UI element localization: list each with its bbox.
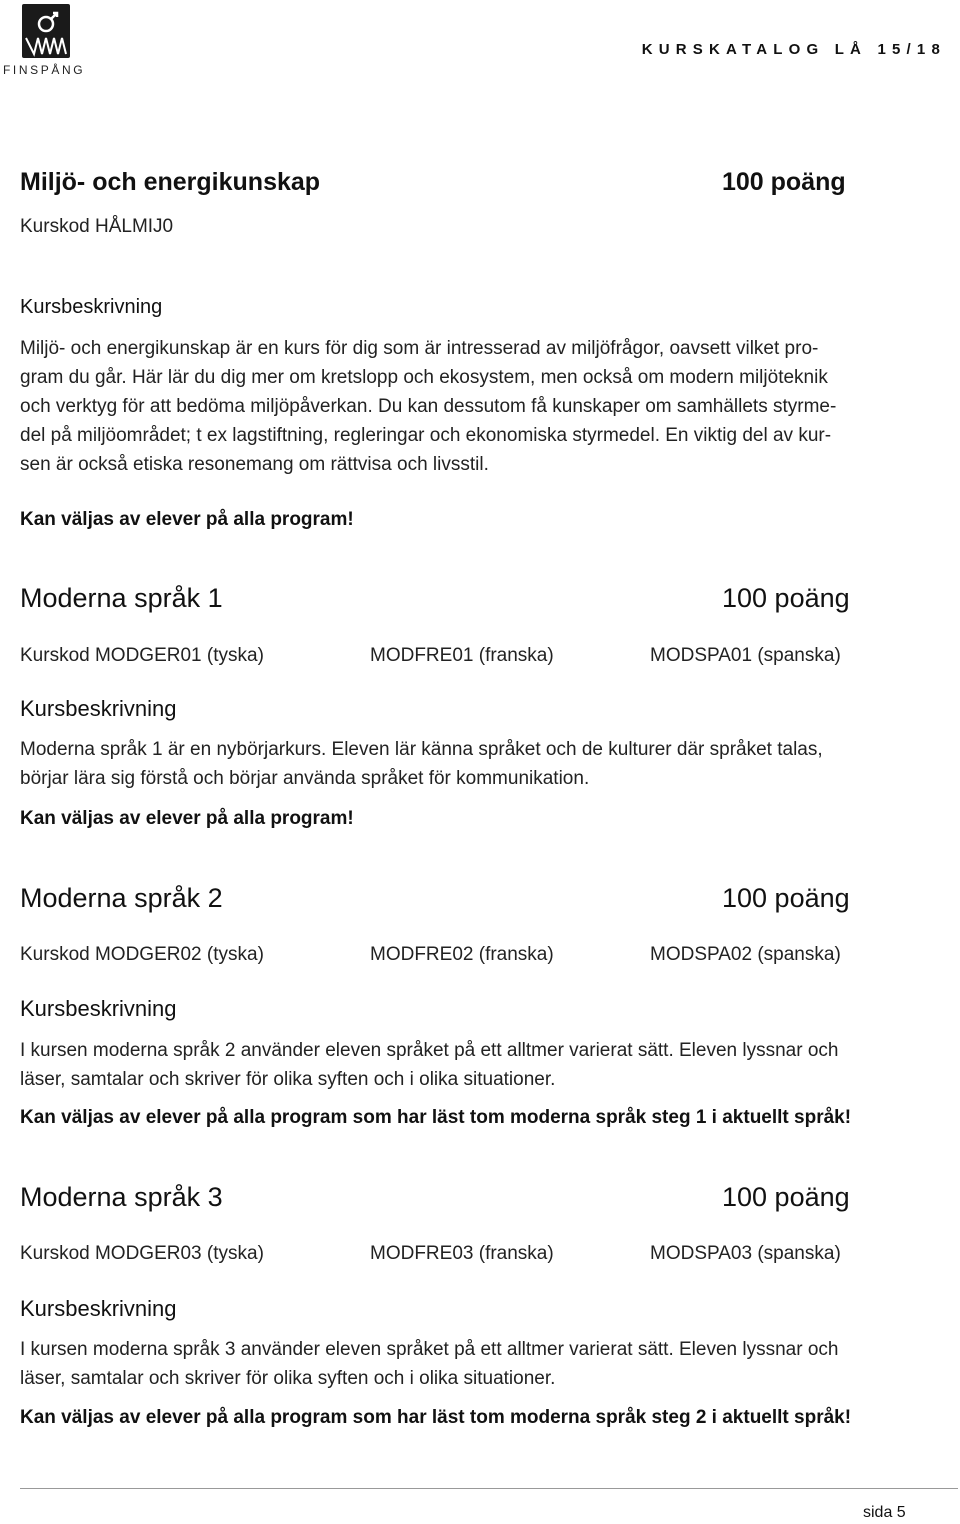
description-heading: Kursbeskrivning <box>20 296 163 318</box>
course-title: Moderna språk 2 <box>20 883 223 913</box>
course-description <box>20 735 935 793</box>
description-heading: Kursbeskrivning <box>20 696 177 721</box>
course-points: 100 poäng <box>722 168 846 196</box>
course-code-spanish: MODSPA02 (spanska) <box>650 944 841 965</box>
description-heading: Kursbeskrivning <box>20 996 177 1021</box>
course-description <box>20 334 935 479</box>
description-line: Moderna språk 1 är en nybörjarkurs. Eleven lär känna språket och de kulturer där språket talas, <box>20 739 823 760</box>
course-code-french: MODFRE01 (franska) <box>370 645 554 666</box>
course-code-french: MODFRE02 (franska) <box>370 944 554 965</box>
course-code-german: Kurskod MODGER01 (tyska) <box>20 645 264 666</box>
description-heading: Kursbeskrivning <box>20 1296 177 1321</box>
course-code-german: Kurskod MODGER03 (tyska) <box>20 1243 264 1264</box>
course-points: 100 poäng <box>722 583 850 613</box>
description-line: I kursen moderna språk 3 använder eleven språket på ett alltmer varierat sätt. Eleven lyssnar och <box>20 1339 839 1360</box>
course-code: Kurskod HÅLMIJ0 <box>20 216 174 237</box>
course-points: 100 poäng <box>722 883 850 913</box>
eligibility-note: Kan väljas av elever på alla program som har läst tom moderna språk steg 1 i aktuellt språk! <box>20 1107 852 1128</box>
course-code-german: Kurskod MODGER02 (tyska) <box>20 944 264 965</box>
logo-text: FINSPÅNG <box>3 63 86 77</box>
course-code-spanish: MODSPA03 (spanska) <box>650 1243 841 1264</box>
course-code-spanish: MODSPA01 (spanska) <box>650 645 841 666</box>
course-title: Moderna språk 1 <box>20 583 223 613</box>
page-number: sida 5 <box>863 1504 906 1521</box>
description-line: läser, samtalar och skriver för olika syften och i olika situationer. <box>20 1368 556 1389</box>
description-line: Miljö- och energikunskap är en kurs för dig som är intresserad av miljöfrågor, oavsett vilket pro- <box>20 338 819 359</box>
eligibility-note: Kan väljas av elever på alla program som har läst tom moderna språk steg 2 i aktuellt språk! <box>20 1407 852 1428</box>
coat-of-arms-icon <box>4 4 88 64</box>
course-title: Moderna språk 3 <box>20 1182 223 1212</box>
footer-divider <box>20 1488 958 1489</box>
course-points: 100 poäng <box>722 1182 850 1212</box>
description-line: I kursen moderna språk 2 använder eleven språket på ett alltmer varierat sätt. Eleven lyssnar och <box>20 1040 839 1061</box>
eligibility-note: Kan väljas av elever på alla program! <box>20 808 354 829</box>
description-line: del på miljöområdet; t ex lagstiftning, regleringar och ekonomiska styrmedel. En viktig del av kur- <box>20 425 832 446</box>
eligibility-note: Kan väljas av elever på alla program! <box>20 509 354 530</box>
description-line: gram du går. Här lär du dig mer om kretslopp och ekosystem, men också om modern miljöteknik <box>20 367 828 388</box>
course-title: Miljö- och energikunskap <box>20 168 321 196</box>
catalog-title: KURSKATALOG LÅ 15/18 <box>641 41 946 58</box>
description-line: börjar lära sig förstå och börjar använda språket för kommunikation. <box>20 768 590 789</box>
course-description <box>20 1335 935 1393</box>
description-line: sen är också etiska resonemang om rättvisa och livsstil. <box>20 454 489 475</box>
course-description <box>20 1036 935 1094</box>
course-code-french: MODFRE03 (franska) <box>370 1243 554 1264</box>
description-line: och verktyg för att bedöma miljöpåverkan. Du kan dessutom få kunskaper om samhällets styrme- <box>20 396 837 417</box>
description-line: läser, samtalar och skriver för olika syften och i olika situationer. <box>20 1069 556 1090</box>
